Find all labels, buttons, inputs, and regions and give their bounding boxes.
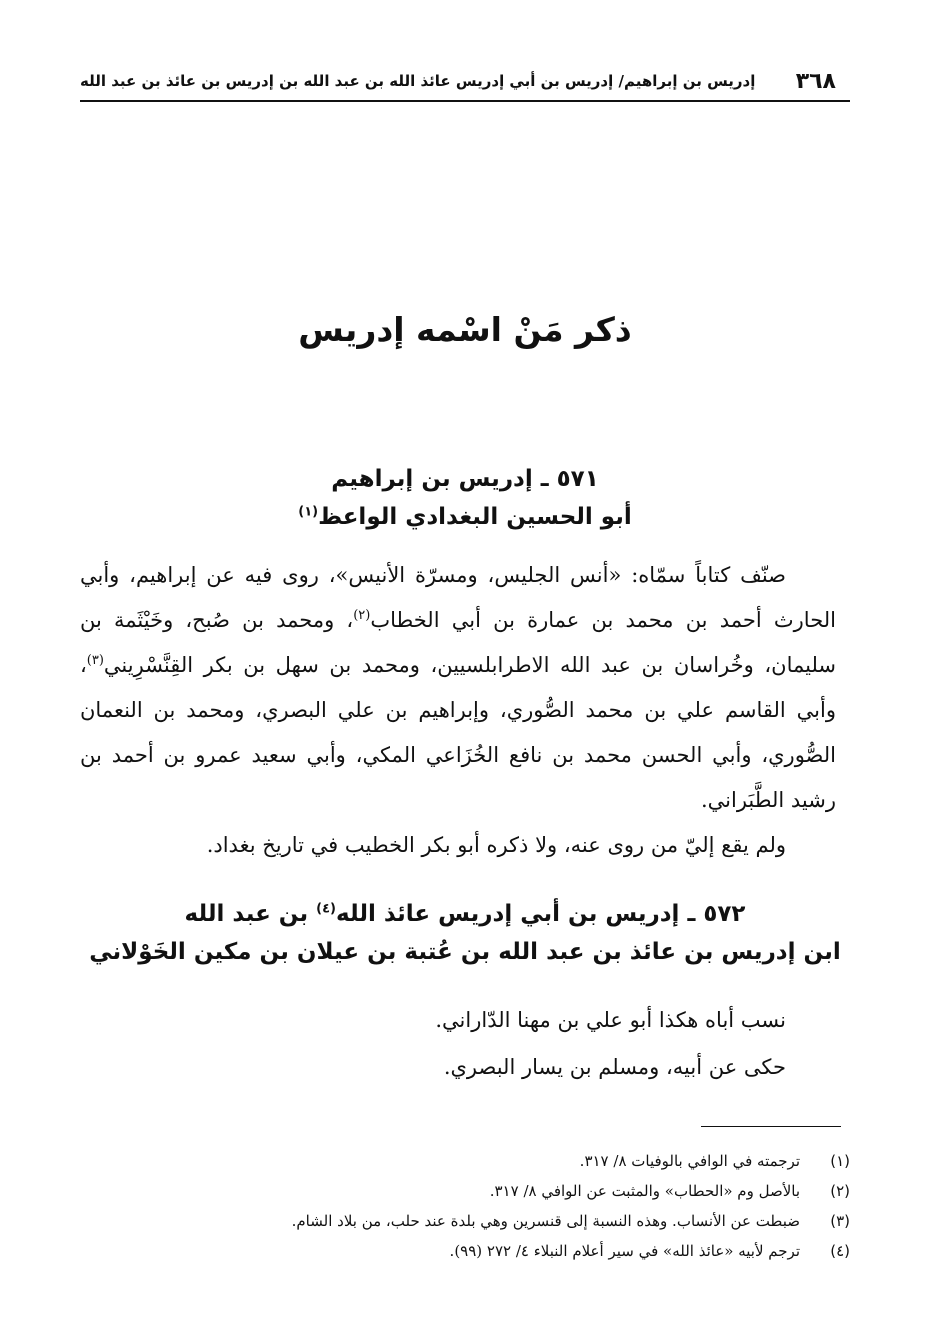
- footnote-number: (١): [830, 1152, 850, 1170]
- entry-571-paragraph-2: ولم يقع إليّ من روى عنه، ولا ذكره أبو بكر الخطيب في تاريخ بغداد.: [206, 833, 786, 857]
- footnote-4: [80, 1236, 850, 1266]
- footnote-number: (٣): [830, 1212, 850, 1230]
- footnotes: [80, 1146, 850, 1266]
- entry-572-subtitle: ابن إدريس بن عائذ بن عبد الله بن عُتبة بن عيلان بن مكين الخَوْلاني: [89, 939, 841, 965]
- footnote-text: بالأصل وم «الحطاب» والمثبت عن الوافي ٨/ ٣١٧.: [489, 1182, 800, 1200]
- running-header: [80, 62, 850, 102]
- entry-572-title: [80, 895, 850, 933]
- footnote-separator: [701, 1126, 841, 1127]
- section-title: ذكر مَنْ اسْمه إدريس: [298, 310, 632, 349]
- running-header-title: إدريس بن إبراهيم/ إدريس بن أبي إدريس عائذ الله بن عبد الله بن إدريس بن عائذ بن عبد الله: [80, 72, 756, 90]
- footnote-number: (٤): [830, 1242, 850, 1260]
- footnote-number: (٢): [830, 1182, 850, 1200]
- entry-571-heading: [80, 460, 850, 536]
- footnote-ref-2: (٢): [353, 608, 371, 623]
- entry-572-heading: [80, 895, 850, 971]
- entry-572-line-2: حكى عن أبيه، ومسلم بن يسار البصري.: [443, 1055, 786, 1079]
- footnote-ref-4: (٤): [316, 901, 336, 917]
- entry-571-text-part-3: ، وأبي القاسم علي بن محمد الصُّوري، وإبراهيم بن علي البصري، ومحمد بن النعمان الصُّوري، وأبي الحسن محمد بن نافع الخُزَاعي المكي، وأبي سعيد عمرو بن أحمد بن رشيد الطَّبَراني.: [80, 653, 836, 812]
- footnote-ref-3: (٣): [86, 653, 104, 668]
- entry-571-paragraph-1: [80, 553, 836, 823]
- footnote-3: [80, 1206, 850, 1236]
- footnote-ref-1: (١): [298, 504, 319, 520]
- entry-572-line-1: نسب أباه هكذا أبو علي بن مهنا الدّاراني.: [435, 1008, 786, 1032]
- footnote-2: [80, 1176, 850, 1206]
- entry-572-title-tail: بن عبد الله: [184, 901, 317, 927]
- footnote-text: ترجم لأبيه «عائذ الله» في سير أعلام النبلاء ٤/ ٢٧٢ (٩٩).: [449, 1242, 800, 1260]
- entry-572-title-text: ٥٧٢ ـ إدريس بن أبي إدريس عائذ الله: [336, 901, 746, 927]
- entry-571-text-part-1: صنّف كتاباً سمّاه: «أنس الجليس، ومسرّة الأنيس»، روى فيه عن إبراهيم، وأبي الحارث أحمد بن محمد بن عمارة بن أبي الخطاب: [80, 563, 836, 632]
- entry-571-subtitle-text: أبو الحسين البغدادي الواعظ: [318, 504, 632, 530]
- footnote-1: [80, 1146, 850, 1176]
- entry-571-text-part-2: ، ومحمد بن صُبح، وخَيْثَمة بن سليمان، وخُراسان بن عبد الله الاطرابلسيين، ومحمد بن سهل بن بكر القِنَّسْرِيني: [80, 608, 836, 677]
- entry-571-subtitle: [80, 498, 850, 536]
- footnote-text: ضبطت عن الأنساب. وهذه النسبة إلى قنسرين وهي بلدة عند حلب، من بلاد الشام.: [291, 1212, 800, 1230]
- footnote-text: ترجمته في الوافي بالوفيات ٨/ ٣١٧.: [579, 1152, 800, 1170]
- entry-571-title: ٥٧١ ـ إدريس بن إبراهيم: [331, 466, 599, 492]
- page-number: ٣٦٨: [795, 68, 836, 94]
